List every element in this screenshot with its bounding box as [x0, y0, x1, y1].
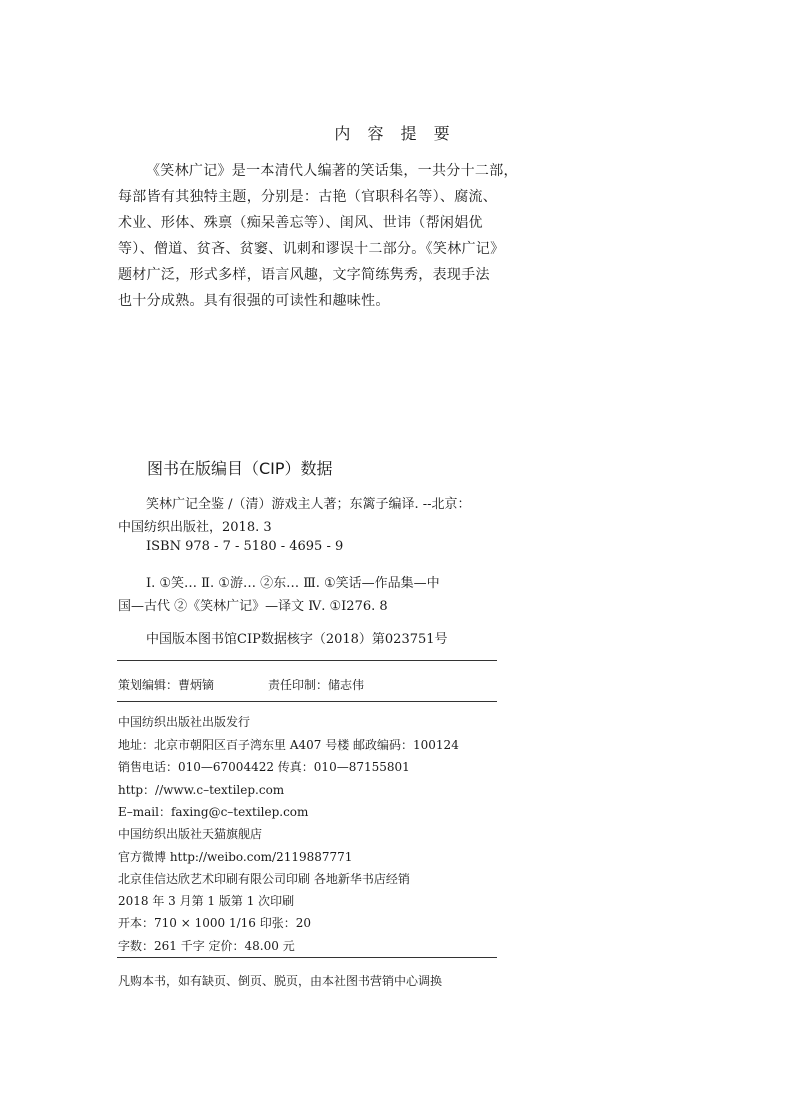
edition-line: 2018 年 3 月第 1 版第 1 次印刷 — [118, 894, 295, 908]
cip-line: 中国纺织出版社，2018. 3 — [118, 520, 272, 535]
summary-line: 等）、僧道、贫吝、贫窭、讥刺和谬误十二部分。《笑林广记》 — [118, 241, 505, 257]
classification-line: Ⅰ. ①笑… Ⅱ. ①游… ②东… Ⅲ. ①笑话—作品集—中 — [146, 576, 440, 591]
summary-line: 题材广泛，形式多样，语言风趣，文字简练隽秀，表现手法 — [118, 267, 490, 283]
store-line: 中国纺织出版社天猫旗舰店 — [118, 827, 263, 841]
weibo-line: 官方微博 http://weibo.com/2119887771 — [118, 850, 353, 864]
isbn: ISBN 978 - 7 - 5180 - 4695 - 9 — [146, 539, 344, 554]
cip-check-number: 中国版本图书馆CIP数据核字（2018）第023751号 — [146, 632, 448, 647]
planning-editor: 策划编辑：曹炳镝 — [118, 678, 215, 692]
summary-line: 也十分成熟。具有很强的可读性和趣味性。 — [118, 293, 390, 309]
format-line: 开本：710 × 1000 1/16 印张：20 — [118, 916, 311, 930]
classification-line: 国—古代 ②《笑林广记》—译文 Ⅳ. ①I276. 8 — [118, 599, 388, 614]
address-line: 地址：北京市朝阳区百子湾东里 A407 号楼 邮政编码：100124 — [118, 738, 459, 752]
phone-line: 销售电话：010—67004422 传真：010—87155801 — [118, 760, 410, 774]
price-line: 字数：261 千字 定价：48.00 元 — [118, 939, 295, 953]
summary-line: 《笑林广记》是一本清代人编著的笑话集，一共分十二部， — [146, 163, 518, 179]
publisher-line: 中国纺织出版社出版发行 — [118, 715, 251, 729]
print-editor: 责任印制：储志伟 — [268, 678, 365, 692]
divider — [117, 660, 497, 661]
divider — [117, 957, 497, 958]
divider — [117, 701, 497, 702]
website-line: http：//www.c–textilep.com — [118, 783, 285, 797]
printer-line: 北京佳信达欣艺术印刷有限公司印刷 各地新华书店经销 — [118, 872, 410, 886]
footer-notice: 凡购本书，如有缺页、倒页、脱页，由本社图书营销中心调换 — [118, 974, 443, 988]
summary-title: 内 容 提 要 — [334, 124, 456, 143]
summary-line: 术业、形体、殊禀（痴呆善忘等）、闺风、世讳（帮闲娼优 — [118, 215, 483, 231]
email-line: E–mail：faxing@c–textilep.com — [118, 805, 309, 819]
cip-line: 笑林广记全鉴 /（清）游戏主人著；东篱子编译. --北京： — [146, 497, 471, 512]
cip-heading: 图书在版编目（CIP）数据 — [147, 459, 333, 478]
summary-line: 每部皆有其独特主题，分别是：古艳（官职科名等）、腐流、 — [118, 189, 498, 205]
